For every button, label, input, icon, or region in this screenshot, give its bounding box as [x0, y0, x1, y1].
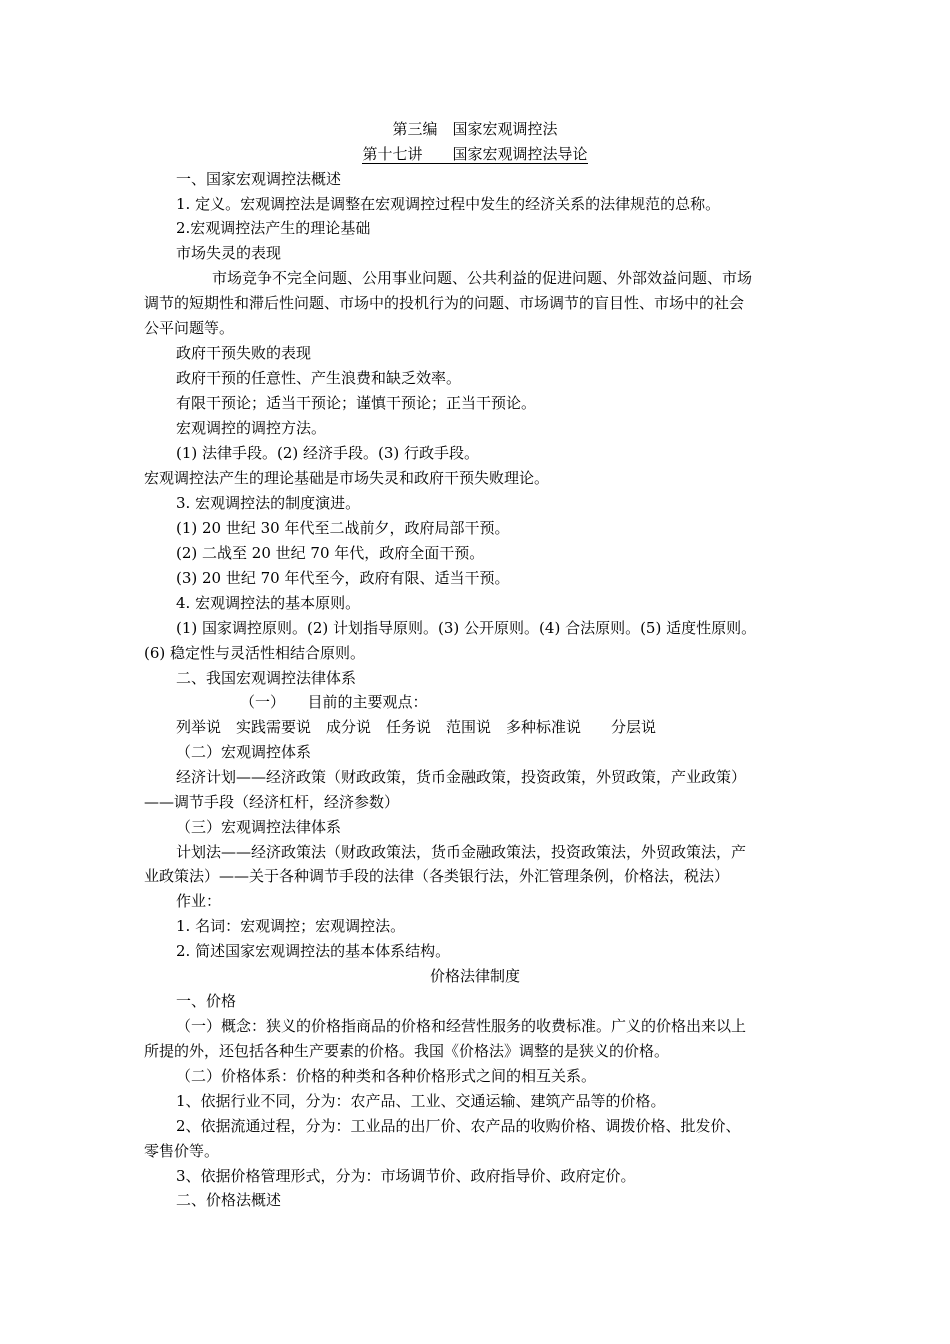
basis-conclusion: 宏观调控法产生的理论基础是市场失灵和政府干预失败理论。	[144, 469, 550, 487]
price-section-1: 一、价格	[176, 992, 237, 1010]
subheading-legal-system: （三）宏观调控法律体系	[176, 818, 342, 836]
part-title: 第三编 国家宏观调控法	[392, 120, 558, 138]
section-heading-2: 二、我国宏观调控法律体系	[176, 669, 357, 687]
market-failure-line-1: 市场竞争不完全问题、公用事业问题、公共利益的促进问题、外部效益问题、市场	[212, 269, 753, 287]
definition-paragraph: 1. 定义。宏观调控法是调整在宏观调控过程中发生的经济关系的法律规范的总称。	[176, 195, 721, 213]
gov-failure-heading: 政府干预失败的表现	[176, 344, 312, 362]
lecture-title: 第十七讲 国家宏观调控法导论	[362, 145, 588, 163]
price-item-3: 3、依据价格管理形式，分为：市场调节价、政府指导价、政府定价。	[176, 1167, 636, 1185]
methods-list: (1) 法律手段。(2) 经济手段。(3) 行政手段。	[176, 444, 480, 462]
homework-item-2: 2. 简述国家宏观调控法的基本体系结构。	[176, 942, 451, 960]
system-line-1: 经济计划——经济政策（财政政策，货币金融政策，投资政策，外贸政策，产业政策）	[176, 768, 747, 786]
evolution-item-2: (2) 二战至 20 世纪 70 年代，政府全面干预。	[176, 544, 485, 562]
market-failure-heading: 市场失灵的表现	[176, 244, 282, 262]
principles-heading: 4. 宏观调控法的基本原则。	[176, 594, 361, 612]
principles-line-2: (6) 稳定性与灵活性相结合原则。	[144, 644, 366, 662]
subheading-system: （二）宏观调控体系	[176, 743, 312, 761]
gov-failure-text: 政府干预的任意性、产生浪费和缺乏效率。	[176, 369, 462, 387]
legal-system-line-2: 业政策法）——关于各种调节手段的法律（各类银行法，外汇管理条例，价格法，税法）	[144, 867, 730, 885]
system-line-2: ——调节手段（经济杠杆，经济参数）	[144, 793, 400, 811]
methods-heading: 宏观调控的调控方法。	[176, 419, 327, 437]
price-item-2-line-1: 2、依据流通过程，分为：工业品的出厂价、农产品的收购价格、调拨价格、批发价、	[176, 1117, 741, 1135]
price-concept-line-2: 所提的外，还包括各种生产要素的价格。我国《价格法》调整的是狭义的价格。	[144, 1042, 670, 1060]
subheading-views: （一） 目前的主要观点：	[240, 693, 428, 711]
price-section-2: 二、价格法概述	[176, 1191, 282, 1209]
homework-item-1: 1. 名词：宏观调控；宏观调控法。	[176, 917, 406, 935]
market-failure-line-2: 调节的短期性和滞后性问题、市场中的投机行为的问题、市场调节的盲目性、市场中的社会	[144, 294, 745, 312]
evolution-item-1: (1) 20 世纪 30 年代至二战前夕，政府局部干预。	[176, 519, 510, 537]
price-system: （二）价格体系：价格的种类和各种价格形式之间的相互关系。	[176, 1067, 597, 1085]
market-failure-line-3: 公平问题等。	[144, 319, 235, 337]
legal-system-line-1: 计划法——经济政策法（财政政策法，货币金融政策法，投资政策法，外贸政策法，产	[176, 843, 747, 861]
principles-line-1: (1) 国家调控原则。(2) 计划指导原则。(3) 公开原则。(4) 合法原则。(5) 适度性原则。	[176, 619, 757, 637]
intervention-theories: 有限干预论；适当干预论；谨慎干预论；正当干预论。	[176, 394, 537, 412]
section-heading-1: 一、国家宏观调控法概述	[176, 170, 342, 188]
evolution-item-3: (3) 20 世纪 70 年代至今，政府有限、适当干预。	[176, 569, 510, 587]
price-concept-line-1: （一）概念：狭义的价格指商品的价格和经营性服务的收费标准。广义的价格出来以上	[176, 1017, 747, 1035]
price-item-2-line-2: 零售价等。	[144, 1142, 220, 1160]
views-list: 列举说 实践需要说 成分说 任务说 范围说 多种标准说 分层说	[176, 718, 657, 736]
evolution-heading: 3. 宏观调控法的制度演进。	[176, 494, 361, 512]
basis-heading: 2.宏观调控法产生的理论基础	[176, 219, 371, 237]
price-law-title: 价格法律制度	[429, 967, 520, 985]
homework-heading: 作业：	[176, 892, 222, 910]
price-item-1: 1、依据行业不同，分为：农产品、工业、交通运输、建筑产品等的价格。	[176, 1092, 666, 1110]
